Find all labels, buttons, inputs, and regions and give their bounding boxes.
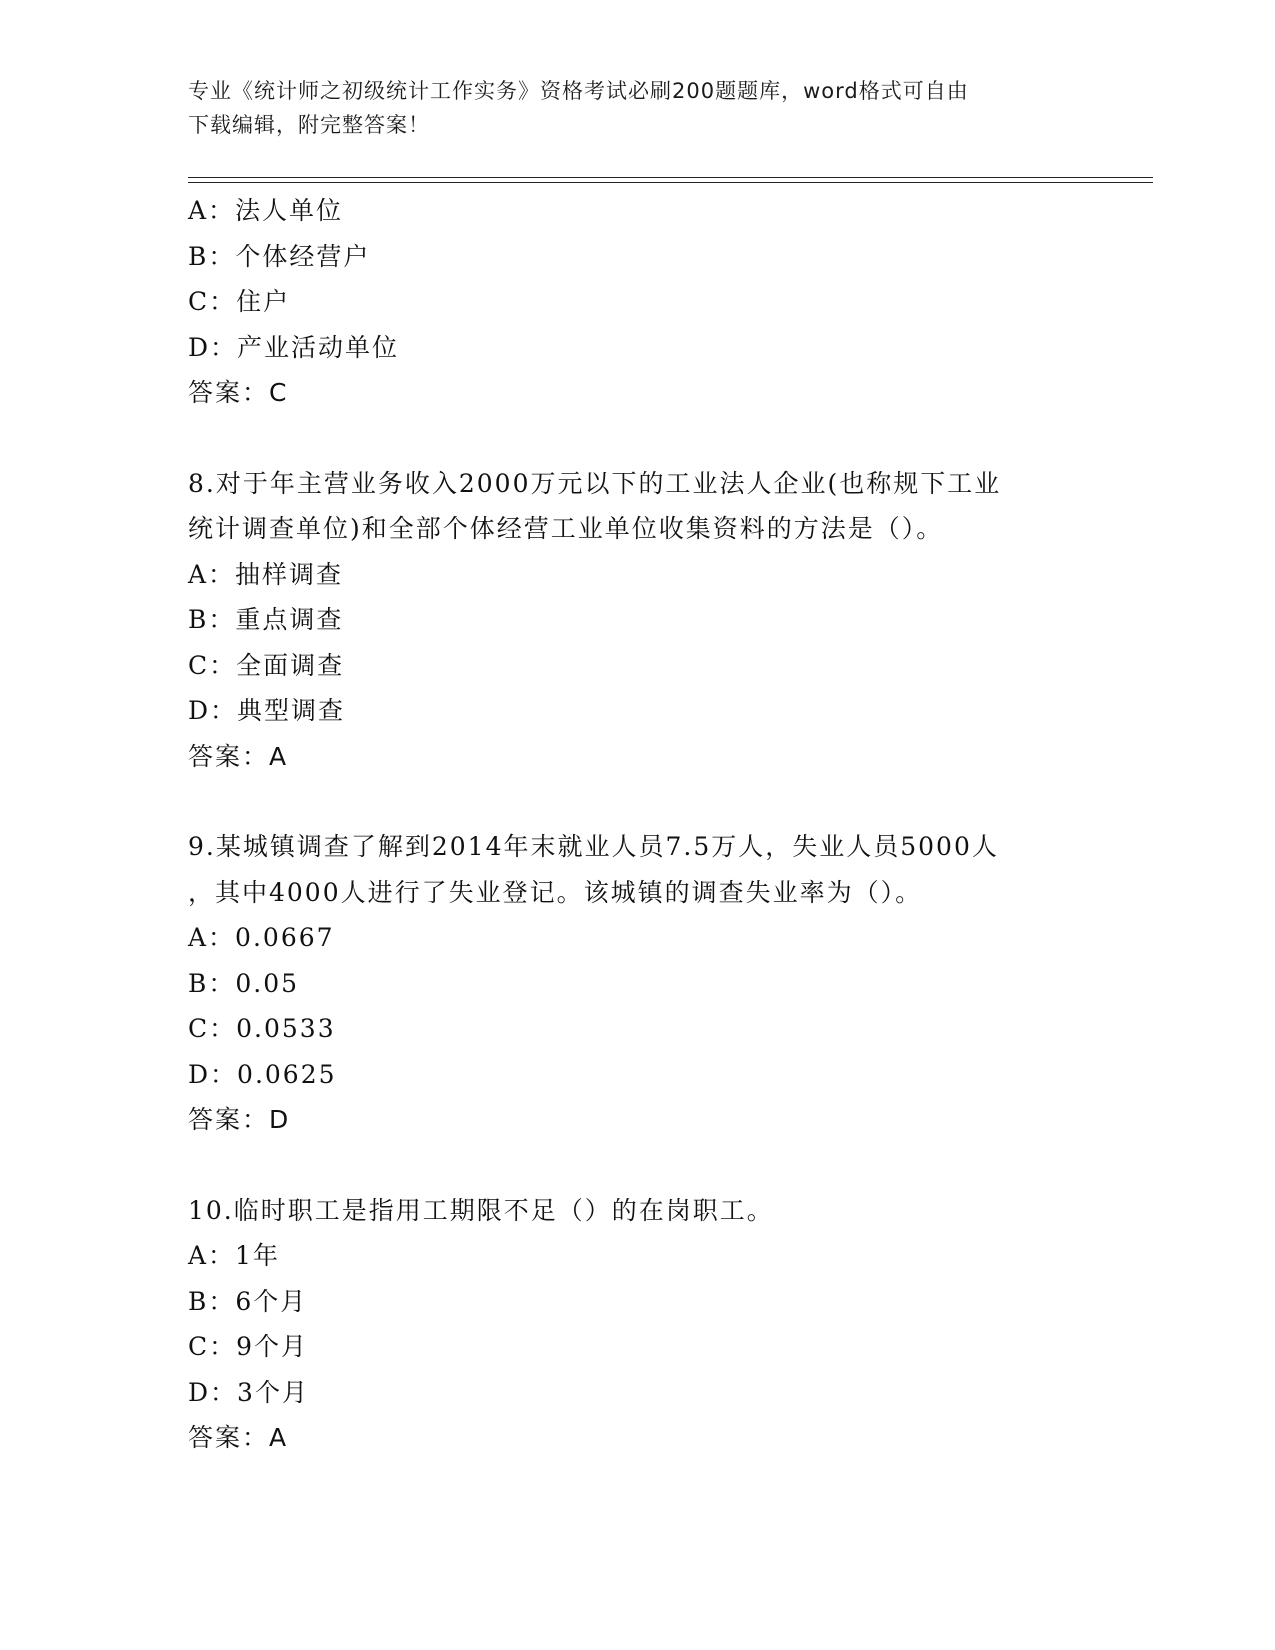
answer-line: 答案：D [188, 1105, 291, 1134]
question-7-fragment [188, 188, 1088, 416]
option-d: D：产业活动单位 [188, 332, 400, 362]
option-b: B：重点调查 [188, 605, 344, 634]
option-c: C：住户 [188, 287, 291, 316]
question-10 [188, 1188, 1088, 1461]
header-line-1: 专业《统计师之初级统计工作实务》资格考试必刷200题题库，word格式可自由 [188, 79, 969, 103]
answer-line: 答案：C [188, 378, 289, 407]
question-stem-line-1: 10.临时职工是指用工期限不足（）的在岗职工。 [188, 1195, 774, 1225]
question-stem-line-1: 9.某城镇调查了解到2014年末就业人员7.5万人，失业人员5000人 [188, 832, 999, 861]
question-list [188, 188, 1088, 1461]
option-a: A：0.0667 [188, 923, 335, 952]
option-c: C：全面调查 [188, 650, 345, 680]
option-c: C：0.0533 [188, 1014, 336, 1043]
option-d: D：3个月 [188, 1377, 309, 1407]
option-a: A：法人单位 [188, 196, 344, 225]
question-spacer [188, 416, 1088, 461]
question-9 [188, 824, 1088, 1143]
option-b: B：6个月 [188, 1286, 308, 1316]
question-8 [188, 461, 1088, 780]
option-d: D：0.0625 [188, 1059, 337, 1089]
answer-line: 答案：A [188, 741, 289, 771]
header-divider-bottom [188, 182, 1153, 183]
header-line-2: 下载编辑，附完整答案！ [188, 113, 430, 137]
option-b: B：个体经营户 [188, 241, 371, 271]
option-d: D：典型调查 [188, 696, 346, 725]
question-stem-line-2: 统计调查单位)和全部个体经营工业单位收集资料的方法是（）。 [188, 514, 944, 543]
option-c: C：9个月 [188, 1332, 309, 1361]
question-spacer [188, 779, 1088, 824]
document-header [188, 74, 1068, 142]
question-spacer [188, 1143, 1088, 1188]
option-a: A：1年 [188, 1241, 280, 1270]
question-stem-line-2: ，其中4000人进行了失业登记。该城镇的调查失业率为（）。 [188, 877, 923, 907]
option-b: B：0.05 [188, 968, 300, 998]
answer-line: 答案：A [188, 1423, 289, 1452]
option-a: A：抽样调查 [188, 559, 344, 589]
header-divider-top [188, 177, 1153, 178]
question-stem-line-1: 8.对于年主营业务收入2000万元以下的工业法人企业(也称规下工业 [188, 468, 1002, 498]
